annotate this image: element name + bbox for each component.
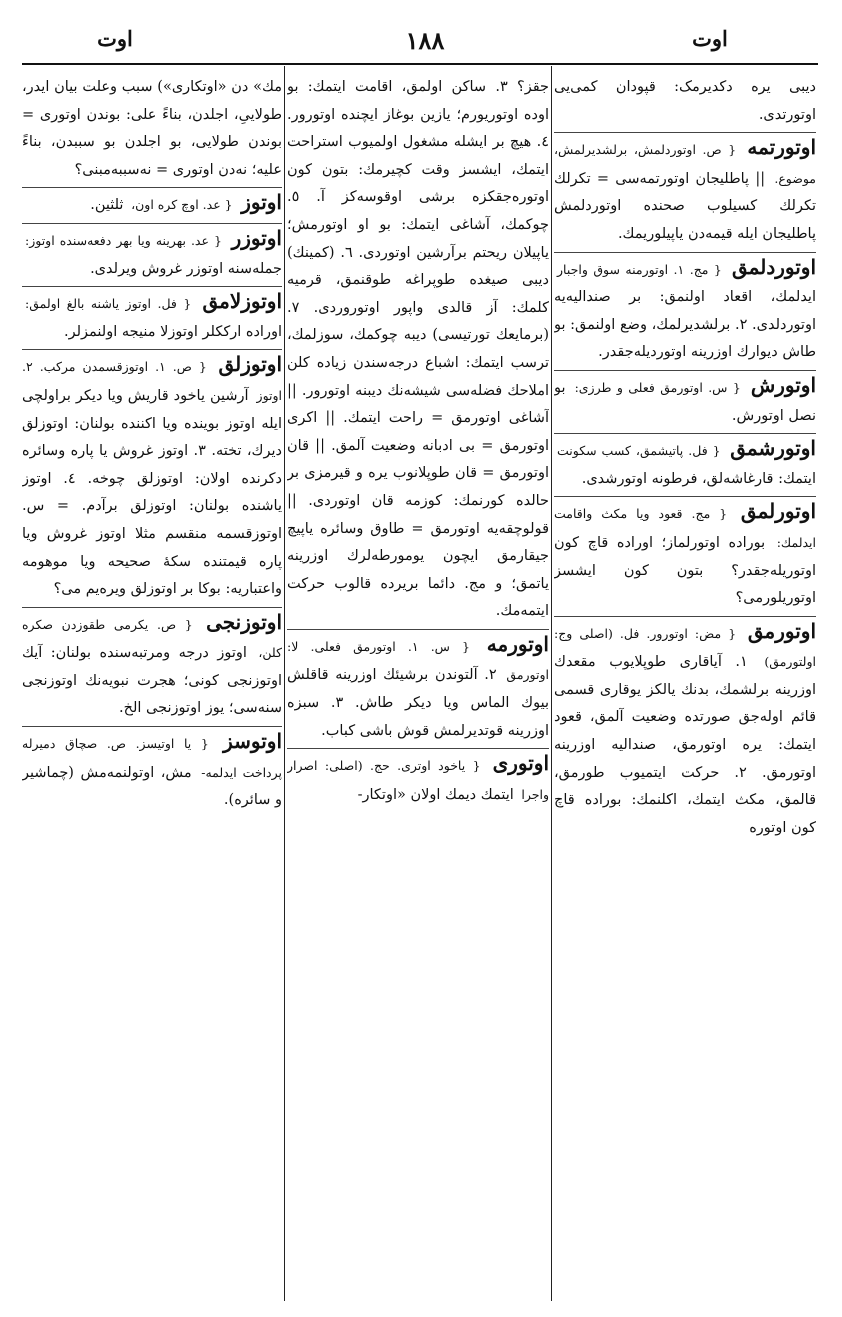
running-head-right: اوت [692, 26, 728, 51]
definition: اوتوز درجه ومرتبه‌سنده بولنان: آیك اوتوزنجی کونی؛ هجرت نبویه‌نك اوتوزنجی سنه‌سی؛ یوز اوتوزنجی الخ. [22, 645, 282, 717]
dictionary-entry [22, 288, 282, 350]
definition: ایدلمك، اقعاد اولنمق: بر صندالیه‌یه اوتوردلدی. ۲. برلشدیرلمك، وضع اولنمق: بو طاش دیوارك اوزرینه اوتوردیله‌جقدر. [554, 289, 816, 361]
entry-continuation [554, 74, 816, 133]
headword: اوتورشمق [730, 436, 816, 461]
dictionary-entry [287, 750, 549, 812]
definition: ۲. آلتوندن برشیئك اوزرینه قاقلش بیوك الماس ویا دیکر طاش. ۳. سبزه اوزرینه قوتدیرلمش قوش باشی کباب. [287, 667, 549, 739]
headword: اوتورمه [486, 631, 549, 656]
grammar-note: { ص. ۱. اوتوزقسمدن مرکب. ۲. اوتوز [22, 359, 282, 403]
definition: ثلثین. [90, 197, 124, 214]
headword: اوتوزنجی [206, 609, 282, 634]
headword: اوتوز [241, 190, 282, 215]
definition: اوراده ارککلر اوتوزلا منیجه اولنمزلر. [63, 323, 282, 340]
grammar-note: { ص. اوتوردلمش، برلشدیرلمش، موضوع. [554, 142, 816, 186]
definition: ایتمك دیمك اولان «اوتکار- [357, 786, 514, 803]
column-left [22, 74, 282, 1296]
dictionary-entry [554, 618, 816, 846]
definition: آرشین یاخود قاریش ویا دیکر براولچی ایله اوتوز بوینده ویا اکننده بولنان: اوتوزلق دیرك، تخته. ۳. اوتوز غروش یا پاره وسائره دکرنده اولان: اوتوزلق چوخه. ٤. اوتوز یاشنده بولنان: اوتوزلق برآدم. = س. اوتوزقسمه منقسم مثلا اوتوز غروش ویا پاره قیمتنده سکهٔ صحیحه ویا موهومه واعتباریه: بوکا بر اوتوزلق ویره‌یم می؟ [22, 387, 282, 598]
headword: اوتورلمق [740, 499, 816, 524]
grammar-note: { یا اوتیسز. ص. صچاق دمیرله پرداخت ایدلمه- [22, 736, 282, 780]
headword: اوتوردلمق [732, 254, 816, 279]
column-divider [284, 66, 285, 1301]
dictionary-entry [22, 225, 282, 287]
headword: اوتوری [492, 751, 549, 776]
continuation-text: دیبی یره دکدیرمک: قپودان کمی‌یی اوتورتدی. [554, 79, 816, 123]
dictionary-entry [22, 728, 282, 818]
dictionary-entry [22, 189, 282, 224]
dictionary-entry [554, 134, 816, 252]
dictionary-entry [287, 631, 549, 749]
dictionary-entry [554, 498, 816, 616]
definition: ۱. آیاقاری طوپلایوب مقعدك اوزرینه برلشمك، بدنك یالکز یوقاری قسمی قائم اوله‌جق صورتده وضعیت آلمق، قعود ایتمك: یره اوتورمق، صندالیه اوزرینه اوتورمق. ۲. حرکت ایتمیوب طورمق، قالمق، مکث ایتمك، اکلنمك: بوراده قاچ کون اوتوره‌ [554, 654, 816, 836]
headword: اوتوسز [223, 729, 282, 754]
grammar-note: { فل. اوتوز یاشنه بالغ اولمق: [25, 296, 192, 312]
entry-continuation [22, 74, 282, 188]
definition: ایتمك: قارغاشه‌لق، فرطونه اوتورشدی. [581, 470, 816, 487]
headword: اوتورتمه [747, 135, 816, 160]
headword: اوتورمق [747, 618, 816, 643]
grammar-note: { عد. بهرینه ویا بهر دفعه‌سنده اوتوز: [25, 232, 222, 248]
running-head-left: اوت [97, 26, 133, 51]
grammar-note: { عد. اوچ کره اون، [131, 197, 233, 213]
grammar-note: { یاخود اوتری. حج. (اصلی: اصرار واجرا [287, 758, 549, 802]
continuation-text: مك» دن «اوتکاری») سبب وعلت بیان ایدر، طولاییِ، اجلدن، بناءً علی: بوندن اوتوری = بوندن طولایی، بو اجلدن بو سببدن، بناءً علیه؛ نه‌دن اوتوری = نه‌سببه‌مبنی؟ [22, 79, 282, 178]
header-rule [22, 63, 818, 65]
grammar-note: { مض: اوتورور. فل. (اصلی وج: اولتورمق) [554, 625, 816, 670]
dictionary-entry [554, 372, 816, 434]
grammar-note: { س. اوتورمق فعلی و طرزی: [574, 379, 741, 395]
definition: || پاطلیجان اوتورتمه‌سی = تکرلك تکرلك کسیلوب صحنده اوتوردلمش پاطلیجان ایله قیمه‌دن یاپیلوریمك. [554, 170, 816, 242]
column-middle [287, 74, 549, 1296]
column-right [554, 74, 816, 1296]
headword: اوتورش [750, 372, 816, 397]
grammar-note: { س. ۱. اوتورمق فعلی. لا: اوتورمق [287, 638, 549, 683]
grammar-note: { فل. پاتیشمق، کسب سکونت [557, 443, 721, 459]
headword: اوتوزلامق [202, 289, 282, 314]
grammar-note: { ص. یکرمی طقوزدن صکره کلن، [22, 616, 282, 661]
dictionary-entry [22, 609, 282, 727]
grammar-note: { مج. ۱. اوتورمنه سوق واجبار [557, 261, 722, 277]
definition: بوراده اوتورلماز؛ اوراده قاچ کون اوتوریله‌جقدر؟ بتون کون ایشسز اوتوریلورمی؟ [554, 534, 816, 607]
grammar-note: { مج. قعود ویا مکث واقامت ایدلمك: [554, 506, 816, 550]
dictionary-entry [22, 351, 282, 607]
dictionary-entry [554, 435, 816, 497]
continuation-text: جقز؟ ۳. ساکن اولمق، اقامت ایتمك: بو اوده اوتوریورم؛ یازین بوغاز ایچنده اوتورور. ٤. هیچ بر ایشله مشغول اولمیوب استراحت ایتمك، ایشسز وقت کچیرمك: بتون کون اوتوره‌جقکزه برشی اوقوسه‌کز آ. ٥. چوکمك، آشاغی ایتمك: بو او اوتورمش؛ یاپیلان ریحتم برآرشین اوتوردی. ٦. (کمینك) دیبی صیغده طوپراغه طوقنمق، قرمیه کلمك: آز قالدی واپور اوتوروردی. ۷. (برمایعك تورتیسی) دیبه چوکمك، سوزلمك، ترسب ایتمك: اشباع درجه‌سندن زیاده کلن املاحك فضله‌سی شیشه‌نك دیبنه اوتورور. || آشاغی اوتورمق = راحت ایتمك. || اکری اوتورمق = بی ادبانه وضعیت آلمق. || قان اوتورمق = قان طوپلانوب یره و قیرمزی بر حالده کورنمك: کوزمه قان اوتوردی. || قولوچقه‌یه اوتورمق = طاوق وسائره یاپیچ جیقارمق ایچون یومورطه‌لرك اوزرینه یاتمق؛ و مج. دائما بریرده قالوب حرکت ایتمه‌مك. [287, 79, 549, 620]
headword: اوتوزلق [218, 352, 282, 377]
definition: بو نصل اوتورش. [554, 379, 816, 424]
column-divider [551, 66, 552, 1301]
headword: اوتوزر [231, 225, 282, 250]
entry-continuation [287, 74, 549, 630]
definition: مش، اوتولنمه‌مش (چماشیر و سائره). [22, 764, 282, 809]
dictionary-entry [554, 254, 816, 371]
page-number: ۱۸۸ [405, 26, 445, 55]
definition: جمله‌سنه اوتوزر غروش ویرلدی. [90, 260, 282, 277]
